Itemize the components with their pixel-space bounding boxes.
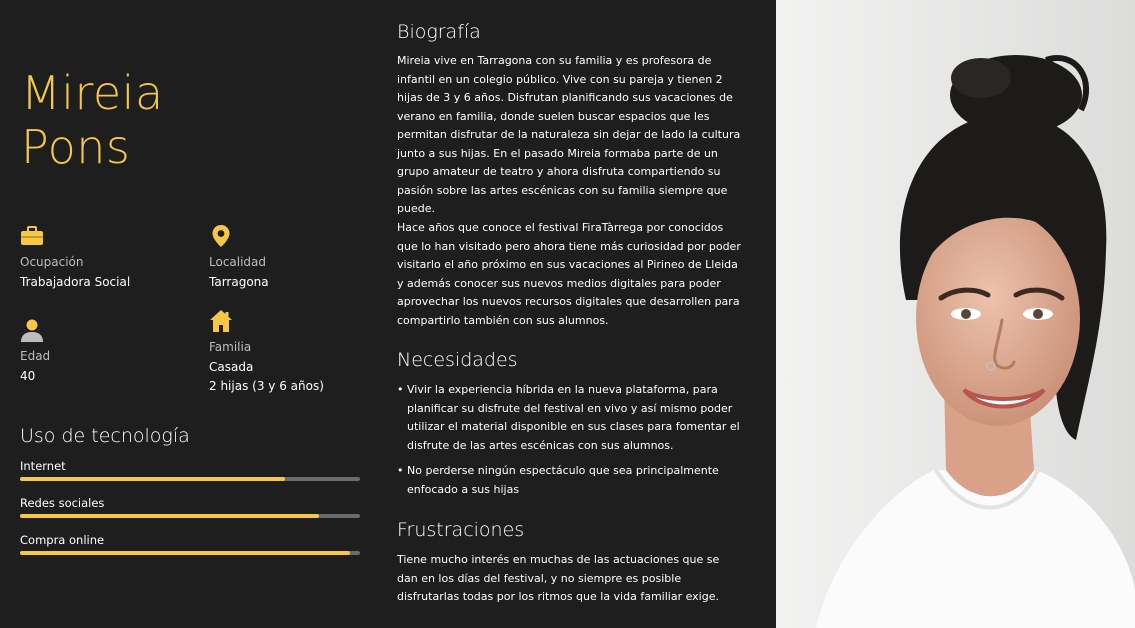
list-item	[397, 462, 742, 499]
person-icon	[20, 318, 44, 342]
needs-title: Necesidades	[397, 349, 518, 371]
tech-bar-label: Internet	[20, 459, 66, 473]
briefcase-icon	[20, 224, 44, 248]
occupation-value: Trabajadora Social	[20, 275, 131, 289]
frustrations-text: Tiene mucho interés en muchas de las actuaciones que se dan en los días del festival, y no siempre es posible disfrutarlas todas por los ritmos que la vida familiar exige.	[397, 553, 720, 603]
tech-bar-social	[20, 496, 360, 518]
persona-photo	[776, 0, 1135, 628]
need-text: No perderse ningún espectáculo que sea principalmente enfocado a sus hijas	[407, 464, 719, 496]
biography-paragraph-2: Hace años que conoce el festival FiraTàrrega por conocidos que lo han visitado pero ahora tiene más curiosidad por poder visitarlo el año próximo en sus vacaciones al Pirineo de Lleida y además conocer sus nuevos medios digitales para poder aprovechar los nuevos recursos digitales que desarrollen para compartirlo también con sus alumnos.	[397, 221, 741, 327]
family-value: Casada	[209, 360, 254, 374]
tech-bar-track	[20, 514, 360, 518]
need-text: Vivir la experiencia híbrida en la nueva plataforma, para planificar su disfrute del festival en vivo y así mismo poder utilizar el material disponible en sus clases para fomentar el disfrute de las artes escénicas con sus alumnos.	[407, 383, 740, 452]
location-value: Tarragona	[209, 275, 269, 289]
tech-bar-track	[20, 477, 360, 481]
needs-list	[397, 381, 742, 506]
family-children: 2 hijas (3 y 6 años)	[209, 379, 324, 393]
age-label: Edad	[20, 349, 51, 363]
tech-bar-label: Compra online	[20, 533, 105, 547]
biography-title: Biografía	[397, 21, 481, 43]
persona-name	[21, 66, 164, 174]
portrait-image	[776, 0, 1135, 628]
bullet-icon: •	[397, 464, 404, 477]
list-item	[397, 381, 742, 455]
location-info	[209, 224, 379, 292]
tech-bar-fill	[20, 551, 350, 555]
frustrations-title: Frustraciones	[397, 519, 525, 541]
occupation-label: Ocupación	[20, 255, 84, 269]
persona-sidebar	[0, 0, 385, 628]
family-info	[209, 309, 379, 396]
age-info	[20, 318, 190, 386]
first-name: Mireia	[21, 66, 164, 120]
tech-bar-shopping	[20, 533, 360, 555]
location-label: Localidad	[209, 255, 267, 269]
home-icon	[209, 309, 233, 333]
family-label: Familia	[209, 340, 252, 354]
tech-bar-label: Redes sociales	[20, 496, 105, 510]
tech-usage-title: Uso de tecnología	[20, 425, 190, 447]
age-value: 40	[20, 369, 36, 383]
tech-bar-fill	[20, 477, 285, 481]
last-name: Pons	[21, 120, 131, 174]
tech-bar-internet	[20, 459, 360, 481]
occupation-info	[20, 224, 190, 292]
tech-bar-fill	[20, 514, 319, 518]
bullet-icon: •	[397, 383, 404, 396]
biography-paragraph-1: Mireia vive en Tarragona con su familia y es profesora de infantil en un colegio público. Vive con su pareja y tienen 2 hijas de 3 y 6 años. Disfrutan planificando sus vacaciones de verano en familia, donde suelen buscar espacios que les permitan disfrutar de la naturaleza sin dejar de lado la cultura junto a sus hijas. En el pasado Mireia formaba parte de un grupo amateur de teatro y ahora disfruta compartiendo su pasión sobre las artes escénicas con su familia siempre que puede.	[397, 54, 741, 215]
tech-bar-track	[20, 551, 360, 555]
location-pin-icon	[209, 224, 233, 248]
